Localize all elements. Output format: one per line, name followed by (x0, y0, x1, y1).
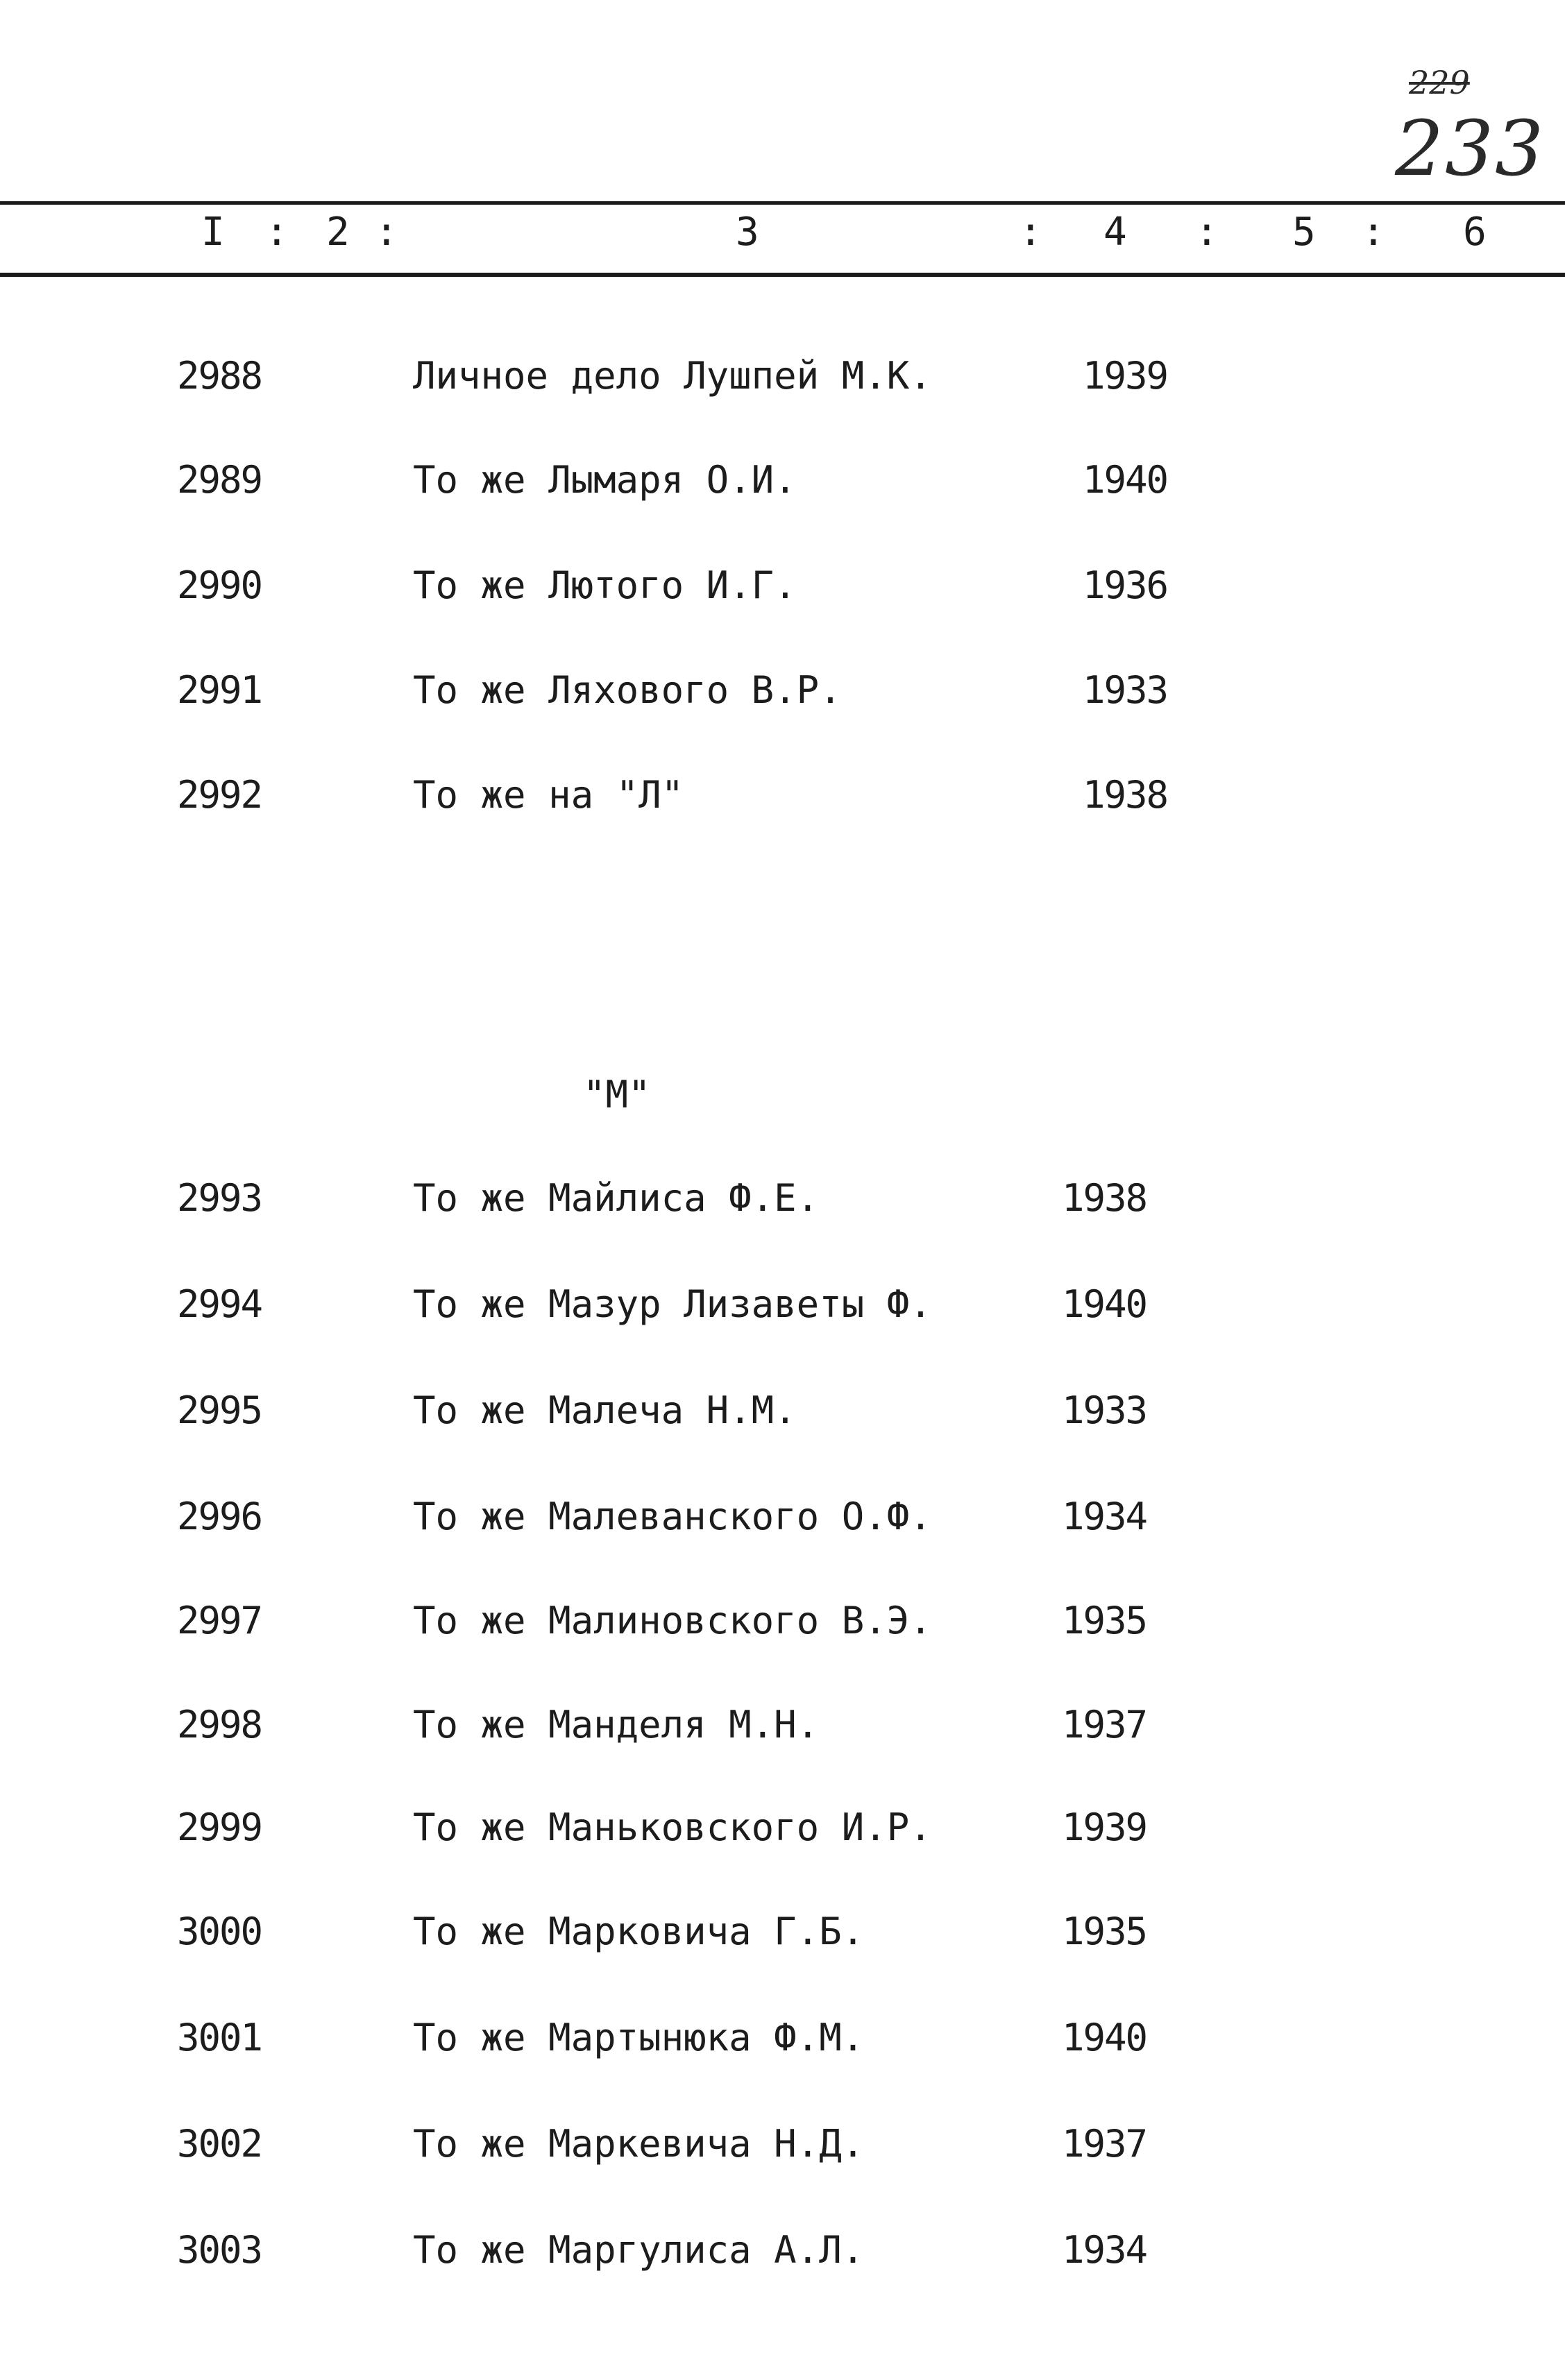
case-year: 1938 (1083, 773, 1168, 817)
case-number: 2990 (177, 563, 262, 607)
old-page-number: 229 (1409, 64, 1470, 101)
table-row (0, 1697, 1565, 1753)
col-header-6: 6 (1463, 210, 1487, 255)
case-description: То же Лымаря О.И. (413, 458, 797, 502)
case-description: То же Малиновского В.Э. (413, 1599, 932, 1642)
table-row (0, 1800, 1565, 1855)
col-header-sep: : (1195, 210, 1219, 255)
table-row (0, 1383, 1565, 1438)
case-year: 1940 (1083, 458, 1168, 502)
table-row (0, 2010, 1565, 2066)
case-year: 1937 (1062, 2122, 1147, 2166)
case-number: 2992 (177, 773, 262, 817)
page-number: 233 (1395, 104, 1545, 193)
col-header-3: 3 (736, 210, 759, 255)
case-number: 2996 (177, 1495, 262, 1538)
case-description: То же Мартынюка Ф.М. (413, 2016, 865, 2059)
case-number: 2989 (177, 458, 262, 502)
case-number: 3003 (177, 2228, 262, 2272)
header-rule-top (0, 201, 1565, 205)
case-year: 1939 (1062, 1805, 1147, 1849)
case-number: 3001 (177, 2016, 262, 2059)
case-number: 2991 (177, 668, 262, 712)
table-row (0, 663, 1565, 718)
case-year: 1939 (1083, 354, 1168, 398)
case-number: 2998 (177, 1703, 262, 1746)
table-row (0, 1904, 1565, 1960)
col-header-2: 2 (326, 210, 350, 255)
case-description: То же Малеча Н.М. (413, 1388, 797, 1432)
table-row (0, 1277, 1565, 1332)
case-description: То же Майлиса Ф.Е. (413, 1176, 820, 1220)
case-year: 1937 (1062, 1703, 1147, 1746)
case-number: 2993 (177, 1176, 262, 1220)
col-header-1: I (201, 210, 225, 255)
col-header-sep: : (1362, 210, 1385, 255)
case-description: То же Маркевича Н.Д. (413, 2122, 865, 2166)
col-header-sep: : (375, 210, 398, 255)
case-description: То же Манделя М.Н. (413, 1703, 820, 1746)
col-header-sep: : (265, 210, 289, 255)
case-description: То же Ляхового В.Р. (413, 668, 842, 712)
col-header-sep: : (1019, 210, 1042, 255)
case-number: 2994 (177, 1282, 262, 1326)
case-number: 3002 (177, 2122, 262, 2166)
case-year: 1936 (1083, 563, 1168, 607)
table-row (0, 2222, 1565, 2278)
table-row (0, 452, 1565, 508)
case-description: То же Малеванского О.Ф. (413, 1495, 932, 1538)
case-description: То же Лютого И.Г. (413, 563, 797, 607)
case-year: 1934 (1062, 2228, 1147, 2272)
col-header-5: 5 (1292, 210, 1316, 255)
case-number: 2997 (177, 1599, 262, 1642)
table-row (0, 767, 1565, 823)
case-number: 2999 (177, 1805, 262, 1849)
table-row (0, 558, 1565, 613)
case-number: 3000 (177, 1910, 262, 1953)
case-description: То же на "Л" (413, 773, 684, 817)
table-row (0, 2116, 1565, 2172)
case-number: 2988 (177, 354, 262, 398)
case-year: 1940 (1062, 1282, 1147, 1326)
table-row (0, 1489, 1565, 1545)
case-description: То же Маньковского И.Р. (413, 1805, 932, 1849)
case-year: 1934 (1062, 1495, 1147, 1538)
table-row (0, 348, 1565, 404)
case-description: То же Марковича Г.Б. (413, 1910, 865, 1953)
header-rule-bottom (0, 273, 1565, 277)
case-year: 1935 (1062, 1910, 1147, 1953)
case-year: 1935 (1062, 1599, 1147, 1642)
col-header-4: 4 (1103, 210, 1127, 255)
case-year: 1938 (1062, 1176, 1147, 1220)
case-year: 1940 (1062, 2016, 1147, 2059)
case-description: То же Мазур Лизаветы Ф. (413, 1282, 932, 1326)
case-number: 2995 (177, 1388, 262, 1432)
section-heading-m: "М" (583, 1073, 651, 1116)
case-year: 1933 (1083, 668, 1168, 712)
table-row (0, 1593, 1565, 1649)
table-row (0, 1171, 1565, 1226)
case-year: 1933 (1062, 1388, 1147, 1432)
case-description: Личное дело Лушпей М.К. (413, 354, 932, 398)
case-description: То же Маргулиса А.Л. (413, 2228, 865, 2272)
